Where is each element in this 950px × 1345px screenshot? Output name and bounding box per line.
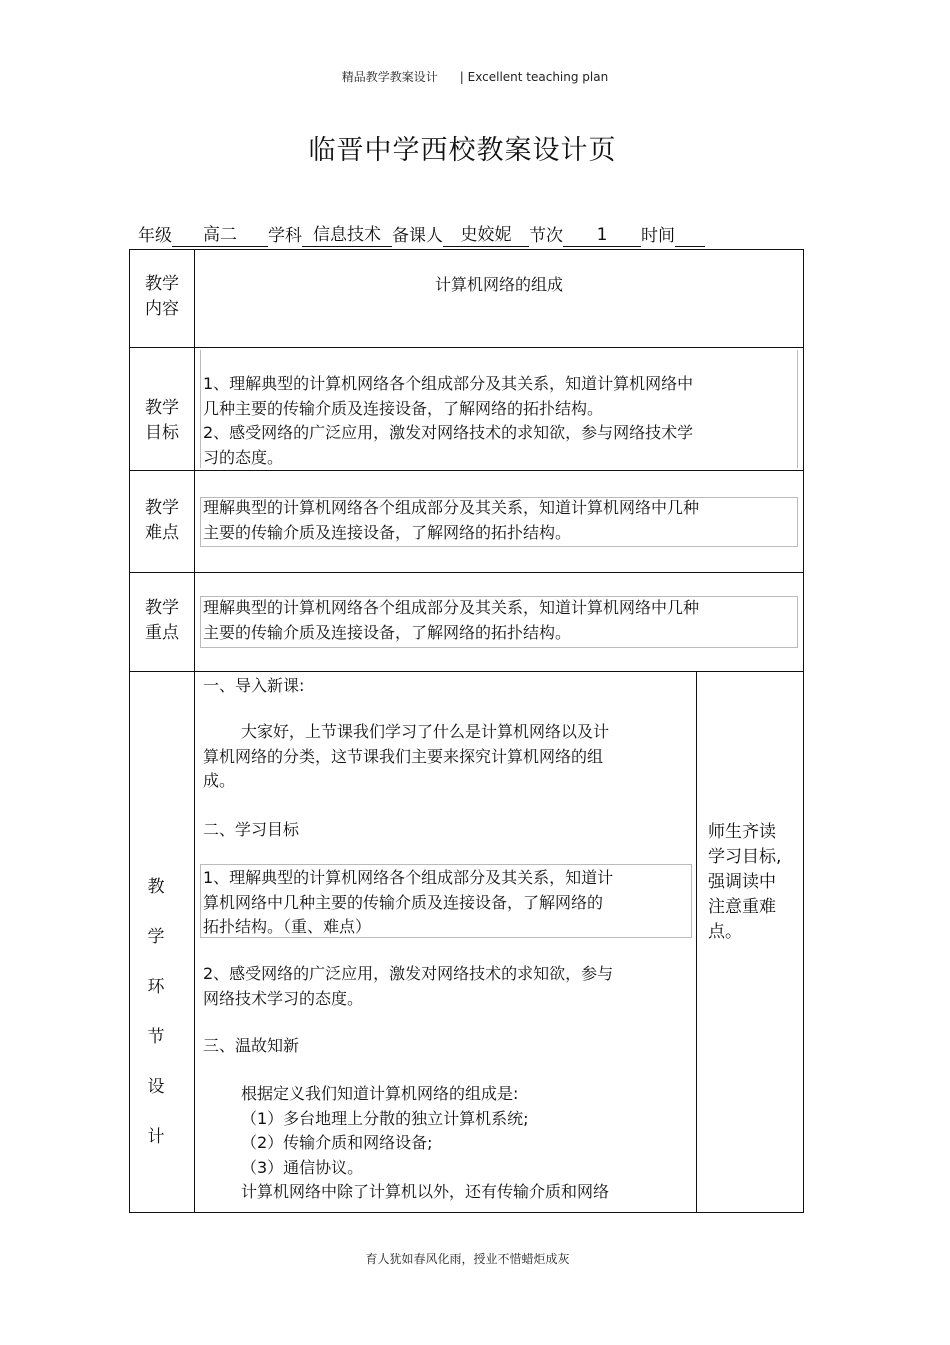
meta-row bbox=[138, 224, 705, 247]
subject-value: 信息技术 bbox=[302, 224, 392, 247]
grade-label: 年级 bbox=[138, 226, 172, 246]
teacher-value: 史姣妮 bbox=[443, 224, 529, 247]
difficulty-label: 教学 难点 bbox=[145, 498, 179, 543]
goals-label: 教学 目标 bbox=[145, 398, 179, 443]
section1-text: 大家好，上节课我们学习了什么是计算机网络以及计 算机网络的分类，这节课我们主要来探究计算机网络的组 成。 bbox=[203, 722, 610, 790]
goals-text: 1、理解典型的计算机网络各个组成部分及其关系，知道计算机网络中 几种主要的传输介质及连接设备，了解网络的拓扑结构。 2、感受网络的广泛应用，激发对网络技术的求知欲，参与网络技术学 习的态度。 bbox=[203, 374, 694, 467]
section2-title: 二、学习目标 bbox=[203, 820, 300, 839]
section1-title: 一、导入新课: bbox=[203, 676, 305, 695]
process-label-char-6: 计 bbox=[147, 1127, 165, 1147]
goal2-text: 2、感受网络的广泛应用，激发对网络技术的求知欲，参与 网络技术学习的态度。 bbox=[203, 964, 614, 1008]
time-label: 时间 bbox=[641, 226, 675, 246]
process-label-char-4: 节 bbox=[147, 1027, 165, 1047]
content-label: 教学 内容 bbox=[145, 274, 179, 319]
table-border-top bbox=[129, 249, 804, 250]
table-border-right bbox=[803, 249, 804, 1213]
time-value bbox=[675, 224, 705, 247]
period-label: 节次 bbox=[529, 226, 563, 246]
section3-text: 根据定义我们知道计算机网络的组成是: （1）多台地理上分散的独立计算机系统; （2）传输介质和网络设备; （3）通信协议。 计算机网络中除了计算机以外，还有传输介质和网络 bbox=[241, 1084, 610, 1201]
header-left: 精品教学教案设计 bbox=[341, 70, 438, 84]
period-value: 1 bbox=[563, 224, 641, 247]
table-border-row1 bbox=[129, 347, 804, 348]
process-label-char-3: 环 bbox=[147, 977, 165, 997]
teacher-label: 备课人 bbox=[392, 226, 443, 246]
goal1-text: 1、理解典型的计算机网络各个组成部分及其关系，知道计 算机网络中几种主要的传输介质及连接设备，了解网络的 拓扑结构。（重、难点） bbox=[203, 868, 614, 936]
table-border-note-col bbox=[696, 671, 697, 1213]
table-border-row2 bbox=[129, 470, 804, 471]
process-label-char-2: 学 bbox=[147, 927, 165, 947]
page-title: 临晋中学西校教案设计页 bbox=[308, 135, 617, 166]
difficulty-text: 理解典型的计算机网络各个组成部分及其关系，知道计算机网络中几种 主要的传输介质及连接设备，了解网络的拓扑结构。 bbox=[203, 498, 700, 542]
section3-title: 三、温故知新 bbox=[203, 1036, 300, 1055]
process-label-char-1: 教 bbox=[147, 877, 165, 897]
content-text: 计算机网络的组成 bbox=[434, 275, 563, 294]
page-footer: 育人犹如春风化雨，授业不惜蜡炬成灰 bbox=[365, 1252, 570, 1266]
key-text: 理解典型的计算机网络各个组成部分及其关系，知道计算机网络中几种 主要的传输介质及连接设备，了解网络的拓扑结构。 bbox=[203, 598, 700, 642]
table-border-row4 bbox=[129, 671, 804, 672]
table-border-row3 bbox=[129, 572, 804, 573]
grade-value: 高二 bbox=[172, 224, 268, 247]
process-label-char-5: 设 bbox=[147, 1077, 165, 1097]
subject-label: 学科 bbox=[268, 226, 302, 246]
page-header bbox=[0, 68, 950, 85]
header-right: | Excellent teaching plan bbox=[459, 70, 609, 84]
table-border-bottom bbox=[129, 1212, 804, 1213]
key-label: 教学 重点 bbox=[145, 598, 179, 643]
table-border-left bbox=[129, 249, 130, 1213]
table-border-label-col bbox=[194, 249, 195, 1213]
process-notes: 师生齐读 学习目标, 强调读中 注意重难 点。 bbox=[708, 822, 782, 942]
